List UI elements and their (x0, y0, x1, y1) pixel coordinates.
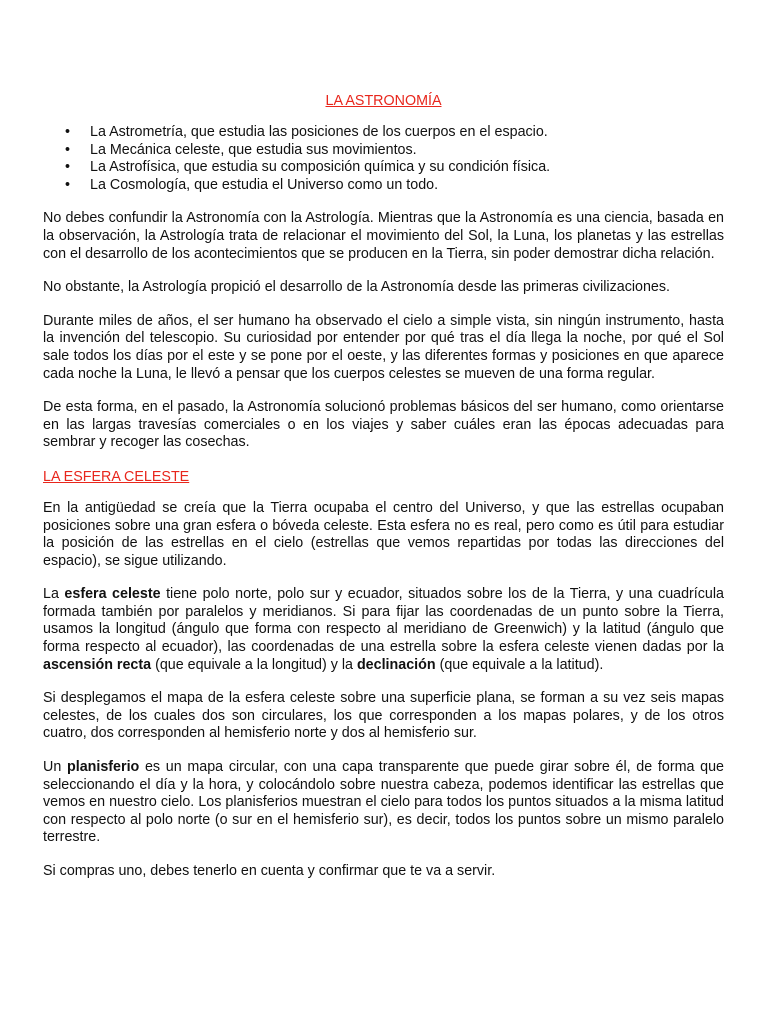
section-heading: LA ESFERA CELESTE (43, 468, 190, 485)
list-item (43, 124, 724, 142)
text-run: es un mapa circular, con una capa transparente que puede girar sobre él, de forma que seleccionando el día y la hora, y colocándolo sobre nuestra cabeza, podemos identificar las estrellas que vemos en nuestro cielo. Los planisferios muestran el cielo para todos los puntos situados a la misma latitud con respecto al polo norte (o sur en el hemisferio sur), es decir, todos los puntos sobre un mismo paralelo terrestre. (43, 759, 725, 846)
bullet-icon: • (65, 159, 71, 176)
text-run: La (43, 586, 65, 603)
bullet-icon: • (65, 176, 71, 193)
branches-list (43, 124, 724, 194)
list-item-text: La Astrometría, que estudia las posiciones de los cuerpos en el espacio. (90, 124, 548, 140)
text-run: Un (43, 759, 67, 776)
paragraph-past-uses: De esta forma, en el pasado, la Astronomía solucionó problemas básicos del ser humano, como orientarse en las largas travesías comerciales o en los viajes y saber cuáles eran las épocas adecuadas para sembrar y recoger las cosechas. (43, 399, 724, 451)
paragraph-closing: Si compras uno, debes tenerlo en cuenta y confirmar que te va a servir. (43, 863, 496, 879)
list-item-text: La Mecánica celeste, que estudia sus movimientos. (90, 141, 417, 158)
text-run: (que equivale a la longitud) y la (151, 656, 357, 673)
bold-term: ascensión recta (43, 656, 152, 673)
bullet-icon: • (65, 124, 71, 140)
list-item (43, 142, 724, 160)
text-run: (que equivale a la latitud). (435, 656, 604, 673)
bullet-icon: • (65, 141, 71, 158)
list-item-text: La Astrofísica, que estudia su composición química y su condición física. (90, 159, 551, 176)
bold-term: planisferio (66, 759, 140, 776)
paragraph-antiquity: En la antigüedad se creía que la Tierra ocupaba el centro del Universo, y que las estrellas ocupaban posiciones sobre una gran esfera o bóveda celeste. Esta esfera no es real, pero como es útil para estudiar la posición de las estrellas en el cielo (estrellas que vemos repartidas por todas las direcciones del espacio), se sigue utilizando. (43, 499, 724, 569)
paragraph-celestial-maps: Si desplegamos el mapa de la esfera celeste sobre una superficie plana, se forman a su vez seis mapas celestes, de los cuales dos son circulares, los que corresponden a los mapas polares, y de los otros cuatro, dos corresponden al hemisferio norte y dos al hemisferio sur. (43, 690, 724, 742)
bold-term: esfera celeste (64, 586, 161, 603)
text-run: tiene polo norte, polo sur y ecuador, situados sobre los de la Tierra, y una cuadrícula formada también por paralelos y meridianos. Si para fijar las coordenadas de un punto sobre la Tierra, usamos la longitud (ángulo que forma con respecto al meridiano de Greenwich) y la latitud (ángulo que forma respecto al ecuador), las coordenadas de una estrella sobre la esfera celeste vienen dadas por la (43, 586, 725, 656)
paragraph-astrology-origin: No obstante, la Astrología propició el desarrollo de la Astronomía desde las primeras civilizaciones. (43, 279, 671, 296)
list-item (43, 159, 724, 177)
paragraph-celestial-sphere (43, 586, 724, 674)
paragraph-astrology: No debes confundir la Astronomía con la Astrología. Mientras que la Astronomía es una ciencia, basada en la observación, la Astrología trata de relacionar el movimiento del Sol, la Luna, los planetas y las estrellas con el desarrollo de los acontecimientos que se producen en la Tierra, sin poder demostrar dicha relación. (43, 210, 724, 262)
paragraph-history: Durante miles de años, el ser humano ha observado el cielo a simple vista, sin ningún instrumento, hasta la invención del telescopio. Su curiosidad por entender por qué tras el día llega la noche, por qué el Sol sale todos los días por el este y se pone por el oeste, y las diferentes formas y posiciones en que aparece cada noche la Luna, le llevó a pensar que los cuerpos celestes se mueven de una forma regular. (43, 312, 724, 382)
bold-term: declinación (356, 656, 436, 673)
document-title: LA ASTRONOMÍA (325, 93, 442, 109)
list-item-text: La Cosmología, que estudia el Universo como un todo. (90, 176, 439, 193)
paragraph-planisphere (43, 759, 724, 847)
list-item (43, 177, 724, 195)
document-content (43, 92, 724, 897)
